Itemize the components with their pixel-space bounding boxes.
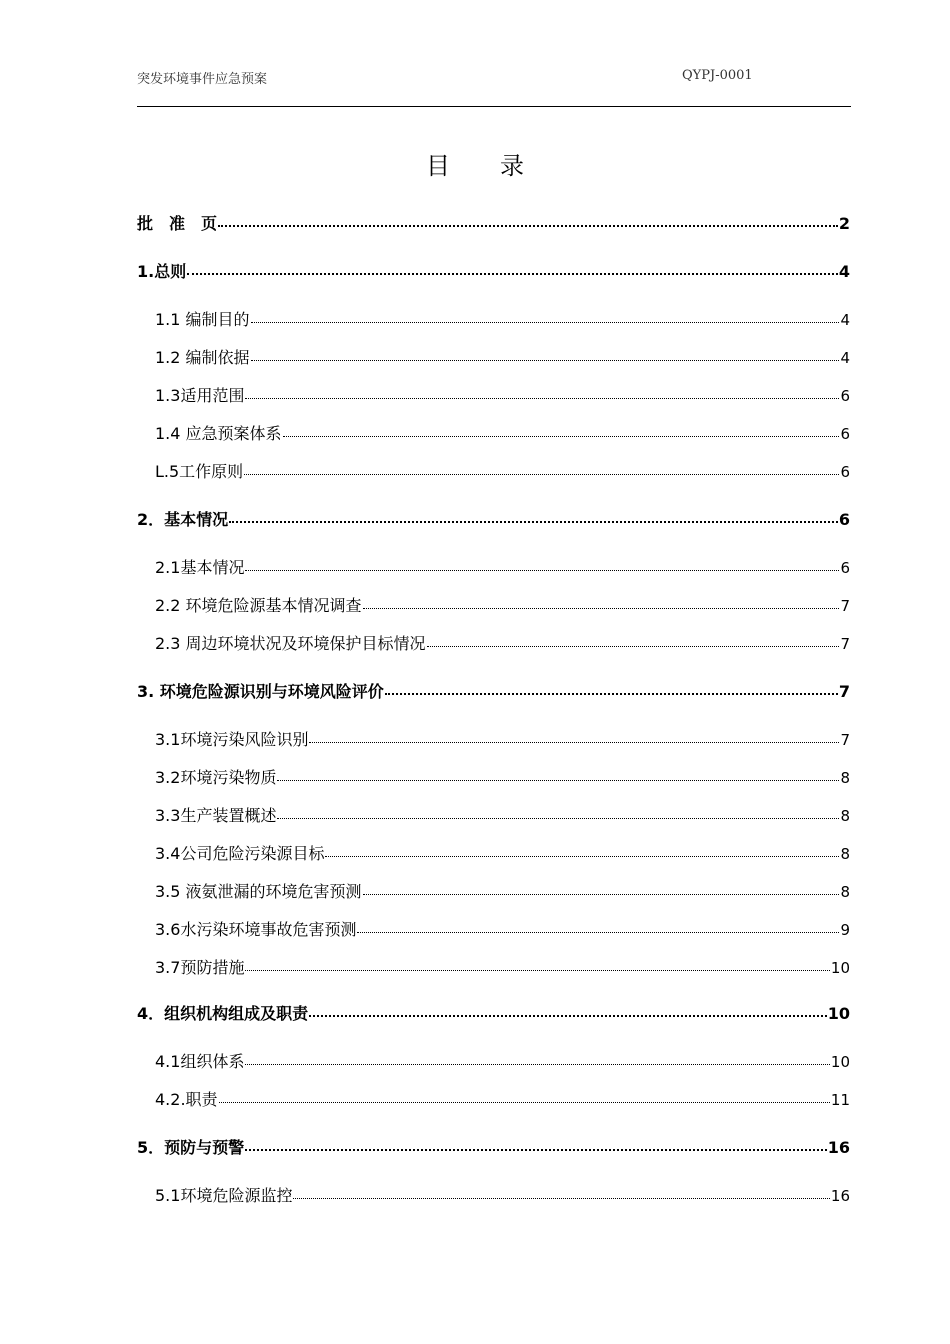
toc-dot-leader [245,570,839,571]
toc-entry[interactable] [155,806,850,826]
toc-entry[interactable] [155,768,850,788]
toc-dot-leader [245,1064,829,1065]
toc-entry-label: 1.3适用范围 [155,386,245,405]
toc-dot-leader [309,1015,827,1017]
toc-entry-page: 4 [840,349,850,367]
toc-entry[interactable] [155,844,850,864]
toc-entry-label: 3.4公司危险污染源目标 [155,844,325,863]
toc-entry-page: 6 [840,425,850,443]
header-doc-code: QYPJ-0001 [682,68,753,83]
toc-entry-label: 3.1环境污染风险识别 [155,730,309,749]
toc-dot-leader [244,474,839,475]
toc-entry-label: 2.1基本情况 [155,558,245,577]
toc-dot-leader [251,322,840,323]
toc-entry[interactable] [137,1138,850,1158]
toc-dot-leader [245,970,829,971]
toc-entry-label: 3.3生产装置概述 [155,806,277,825]
toc-dot-leader [385,693,838,695]
toc-entry[interactable] [155,348,850,368]
toc-entry-label: 3.2环境污染物质 [155,768,277,787]
toc-dot-leader [363,608,840,609]
toc-dot-leader [283,436,840,437]
toc-entry-label: 1.总则 [137,262,187,281]
toc-dot-leader [277,818,839,819]
toc-entry[interactable] [155,1090,850,1110]
toc-entry-page: 8 [840,769,850,787]
toc-entry[interactable] [155,1186,850,1206]
toc-entry-label: 2．基本情况 [137,510,229,529]
toc-entry-page: 6 [840,559,850,577]
toc-entry-page: 10 [827,1004,850,1023]
toc-entry-page: 8 [840,883,850,901]
toc-entry-label: 1.2 编制依据 [155,348,250,367]
toc-entry-label: 3. 环境危险源识别与环境风险评价 [137,682,384,701]
toc-dot-leader [229,521,838,523]
toc-entry-label: 4.2.职责 [155,1090,218,1109]
toc-dot-leader [363,894,840,895]
toc-entry-page: 2 [838,214,850,233]
toc-entry[interactable] [155,882,850,902]
toc-dot-leader [251,360,840,361]
toc-dot-leader [309,742,839,743]
toc-entry[interactable] [155,634,850,654]
toc-dot-leader [293,1198,829,1199]
toc-entry-page: 7 [840,597,850,615]
toc-entry-page: 8 [840,807,850,825]
toc-dot-leader [277,780,839,781]
toc-dot-leader [187,273,838,275]
toc-entry-label: 3.7预防措施 [155,958,245,977]
toc-entry[interactable] [137,682,850,702]
toc-entry-page: 9 [840,921,850,939]
toc-entry[interactable] [155,596,850,616]
toc-entry[interactable] [155,558,850,578]
toc-entry-label: 4.1组织体系 [155,1052,245,1071]
toc-entry-label: 5．预防与预警 [137,1138,245,1157]
toc-entry-label: 1.1 编制目的 [155,310,250,329]
toc-entry-page: 7 [840,635,850,653]
toc-entry-label: 5.1环境危险源监控 [155,1186,293,1205]
toc-entry-page: 7 [838,682,850,701]
toc-entry-label: 3.5 液氨泄漏的环境危害预测 [155,882,362,901]
toc-entry-page: 16 [827,1138,850,1157]
toc-entry-page: 16 [830,1187,850,1205]
toc-dot-leader [357,932,839,933]
toc-entry[interactable] [155,462,850,482]
toc-entry[interactable] [155,386,850,406]
toc-entry[interactable] [155,310,850,330]
toc-entry[interactable] [137,262,850,282]
toc-dot-leader [219,1102,830,1103]
toc-entry-label: L.5工作原则 [155,462,244,481]
header-doc-title: 突发环境事件应急预案 [137,72,268,87]
toc-entry-label: 2.3 周边环境状况及环境保护目标情况 [155,634,426,653]
toc-title: 目录 [426,152,574,180]
toc-entry[interactable] [155,1052,850,1072]
toc-entry-page: 4 [840,311,850,329]
toc-entry-page: 10 [830,1053,850,1071]
toc-entry-page: 6 [838,510,850,529]
toc-entry[interactable] [155,958,850,978]
toc-entry-page: 8 [840,845,850,863]
toc-entry[interactable] [137,1004,850,1024]
toc-entry-label: 2.2 环境危险源基本情况调查 [155,596,362,615]
toc-entry[interactable] [137,510,850,530]
toc-dot-leader [245,398,839,399]
toc-entry[interactable] [137,214,850,234]
toc-entry[interactable] [155,920,850,940]
toc-entry[interactable] [155,730,850,750]
toc-entry-label: 1.4 应急预案体系 [155,424,282,443]
toc-entry-label: 4．组织机构组成及职责 [137,1004,309,1023]
toc-dot-leader [325,856,839,857]
toc-entry[interactable] [155,424,850,444]
toc-entry-page: 6 [840,463,850,481]
toc-entry-label: 批 准 页 [137,214,218,233]
toc-dot-leader [427,646,840,647]
toc-entry-label: 3.6水污染环境事故危害预测 [155,920,357,939]
toc-entry-page: 11 [830,1091,850,1109]
toc-entry-page: 4 [838,262,850,281]
toc-dot-leader [218,225,838,227]
toc-entry-page: 6 [840,387,850,405]
toc-dot-leader [245,1149,827,1151]
toc-entry-page: 10 [830,959,850,977]
toc-entry-page: 7 [840,731,850,749]
